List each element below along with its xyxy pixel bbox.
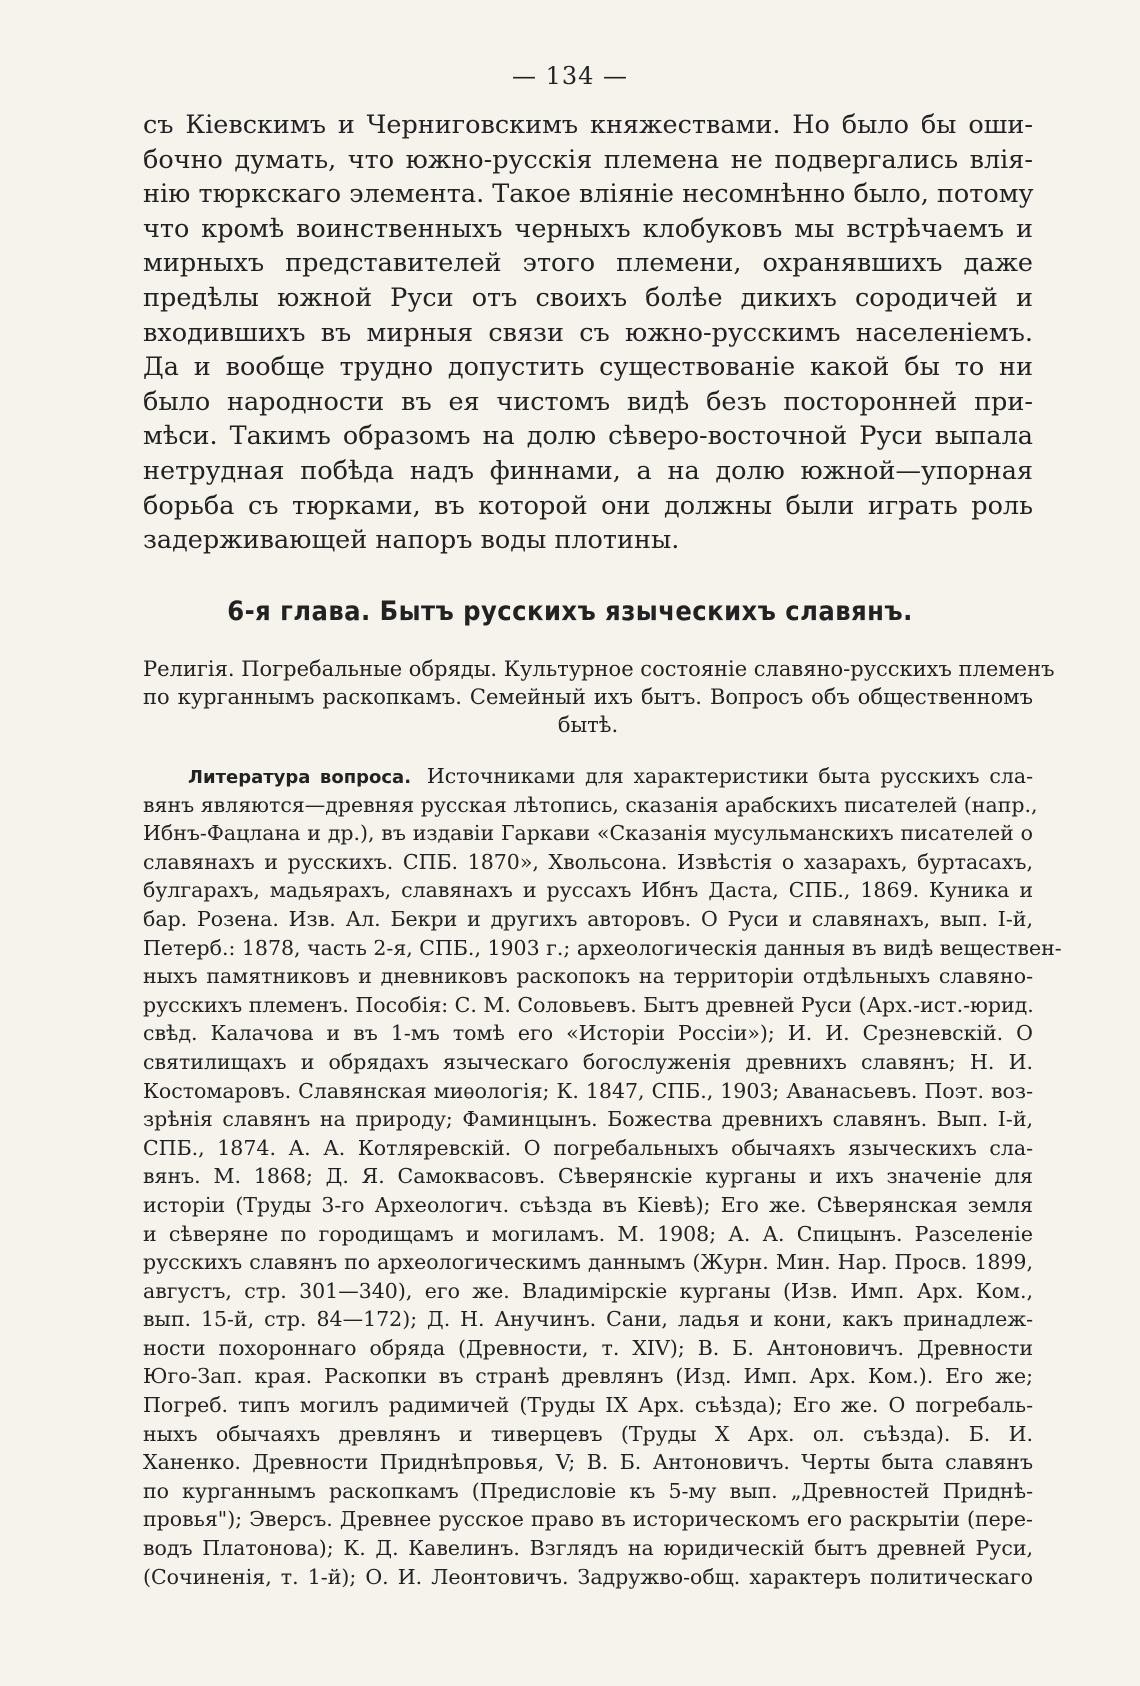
text-line: предѣлы южной Руси отъ своихъ болѣе дикихъ сородичей и xyxy=(143,282,1033,313)
text-line: что кромѣ воинственныхъ черныхъ клобуковъ мы встрѣчаемъ и xyxy=(143,213,1033,244)
literature-first-text: Источниками для характеристики быта русскихъ сла- xyxy=(426,764,1033,788)
text-line: мѣси. Такимъ образомъ на долю сѣверо-восточной Руси выпала xyxy=(143,421,1033,452)
text-line: бочно думать, что южно-русскія племена не подвергались влія- xyxy=(143,144,1033,175)
literature-line: ности похороннаго обряда (Древности, т. XIV); В. Б. Антоновичъ. Древности xyxy=(143,1335,1033,1360)
text-line: было народности въ ея чистомъ видѣ безъ посторонней при- xyxy=(143,386,1033,417)
summary-line: бытѣ. xyxy=(557,713,619,737)
literature-line: (Сочиненія, т. 1-й); О. И. Леонтовичъ. Задружво-общ. характеръ политическаго xyxy=(143,1564,1033,1589)
literature-line: зрѣнія славянъ на природу; Фаминцынъ. Божества древнихъ славянъ. Вып. І-й, xyxy=(143,1107,1033,1132)
literature-line: Ибнъ-Фацлана и др.), въ издавіи Гаркави «Сказанія мусульманскихъ писателей о xyxy=(143,821,1033,846)
literature-line: бар. Розена. Изв. Ал. Бекри и другихъ авторовъ. О Руси и славянахъ, вып. І-й, xyxy=(143,906,1033,931)
text-line: съ Кіевскимъ и Черниговскимъ княжествами. Но было бы оши- xyxy=(143,110,1033,140)
literature-line: Костомаровъ. Славянская миѳологія; К. 1847, СПБ., 1903; Аванасьевъ. Поэт. воз- xyxy=(143,1078,1033,1103)
text-line: входившихъ въ мирныя связи съ южно-русскимъ населеніемъ. xyxy=(143,317,1033,348)
literature-section xyxy=(143,762,1062,1591)
literature-line: исторіи (Труды 3-го Археологич. съѣзда въ Кіевѣ); Его же. Сѣверянская земля xyxy=(143,1192,1033,1217)
literature-heading: Литература вопроса. xyxy=(188,767,412,788)
literature-line: Ханенко. Древности Приднѣпровья, V; В. Б. Антоновичъ. Черты быта славянъ xyxy=(143,1450,1033,1475)
chapter-summary xyxy=(143,655,1055,739)
literature-line: русскихъ племенъ. Пособія: С. М. Соловьевъ. Бытъ древней Руси (Арх.-ист.-юрид. xyxy=(143,992,1034,1017)
literature-line: и сѣверяне по городищамъ и могиламъ. М. 1908; А. А. Спицынъ. Разселеніе xyxy=(143,1221,1033,1246)
literature-line: ныхъ памятниковъ и дневниковъ раскопокъ на территоріи отдѣльныхъ славяно- xyxy=(143,964,1033,989)
text-line: задерживающей напоръ воды плотины. xyxy=(143,525,680,556)
literature-line: вянъ являются—древняя русская лѣтопись, сказанія арабскихъ писателей (напр., xyxy=(143,792,1038,817)
literature-line: славянахъ и русскихъ. СПБ. 1870», Хвольсона. Извѣстія о хазарахъ, буртасахъ, xyxy=(143,849,1033,874)
literature-line: СПБ., 1874. А. А. Котляревскій. О погребальныхъ обычаяхъ языческихъ сла- xyxy=(143,1135,1033,1160)
literature-line: по курганнымъ раскопкамъ (Предисловіе къ 5-му вып. „Древностей Приднѣ- xyxy=(143,1478,1033,1503)
text-line: борьба съ тюрками, въ которой они должны были играть роль xyxy=(143,490,1033,521)
text-line: нію тюркскаго элемента. Такое вліяніе несомнѣнно было, потому xyxy=(143,179,1034,210)
page-number: — 134 — xyxy=(511,62,629,90)
literature-first-line xyxy=(143,762,1033,791)
text-line: мирныхъ представителей этого племени, охранявшихъ даже xyxy=(143,248,1033,279)
literature-line: Погреб. типъ могилъ радимичей (Труды IX Арх. съѣзда); Его же. О погребаль- xyxy=(143,1393,1033,1418)
literature-line: Юго-Зап. края. Раскопки въ странѣ древлянъ (Изд. Имп. Арх. Ком.). Его же; xyxy=(143,1364,1033,1389)
literature-line: булгарахъ, мадьярахъ, славянахъ и руссахъ Ибнъ Даста, СПБ., 1869. Куника и xyxy=(143,878,1033,903)
literature-line: святилищахъ и обрядахъ языческаго богослуженія древнихъ славянъ; Н. И. xyxy=(143,1049,1033,1074)
main-paragraph xyxy=(143,108,1033,558)
literature-line: провья"); Эверсъ. Древнее русское право въ историческомъ его раскрытіи (пере- xyxy=(143,1507,1033,1532)
summary-line: Религія. Погребальные обряды. Культурное состояніе славяно-русскихъ племенъ xyxy=(143,657,1055,681)
text-line: нетрудная побѣда надъ финнами, а на долю южной—упорная xyxy=(143,455,1033,486)
literature-line: вянъ. М. 1868; Д. Я. Самоквасовъ. Сѣверянскіе курганы и ихъ значеніе для xyxy=(143,1164,1033,1189)
chapter-title: 6-я глава. Бытъ русскихъ языческихъ славянъ. xyxy=(227,596,913,627)
literature-line: Петерб.: 1878, часть 2-я, СПБ., 1903 г.; археологическія данныя въ видѣ веществен- xyxy=(143,935,1062,960)
literature-line: водъ Платонова); К. Д. Кавелинъ. Взглядъ на юридическій бытъ древней Руси, xyxy=(143,1536,1033,1561)
literature-line: свѣд. Калачова и въ 1-мъ томѣ его «Исторіи Россіи»); И. И. Срезневскій. О xyxy=(143,1021,1033,1046)
text-line: Да и вообще трудно допустить существованіе какой бы то ни xyxy=(143,352,1033,383)
literature-line: ныхъ обычаяхъ древлянъ и тиверцевъ (Труды X Арх. ол. съѣзда). Б. И. xyxy=(143,1421,1033,1446)
literature-line: вып. 15-й, стр. 84—172); Д. Н. Анучинъ. Сани, ладья и кони, какъ принадлеж- xyxy=(143,1307,1033,1332)
literature-line: русскихъ славянъ по археологическимъ даннымъ (Журн. Мин. Нар. Просв. 1899, xyxy=(143,1250,1033,1275)
literature-line: августъ, стр. 301—340), его же. Владимірскіе курганы (Изв. Имп. Арх. Ком., xyxy=(143,1278,1033,1303)
summary-line: по курганнымъ раскопкамъ. Семейный ихъ бытъ. Вопросъ объ общественномъ xyxy=(143,685,1033,709)
